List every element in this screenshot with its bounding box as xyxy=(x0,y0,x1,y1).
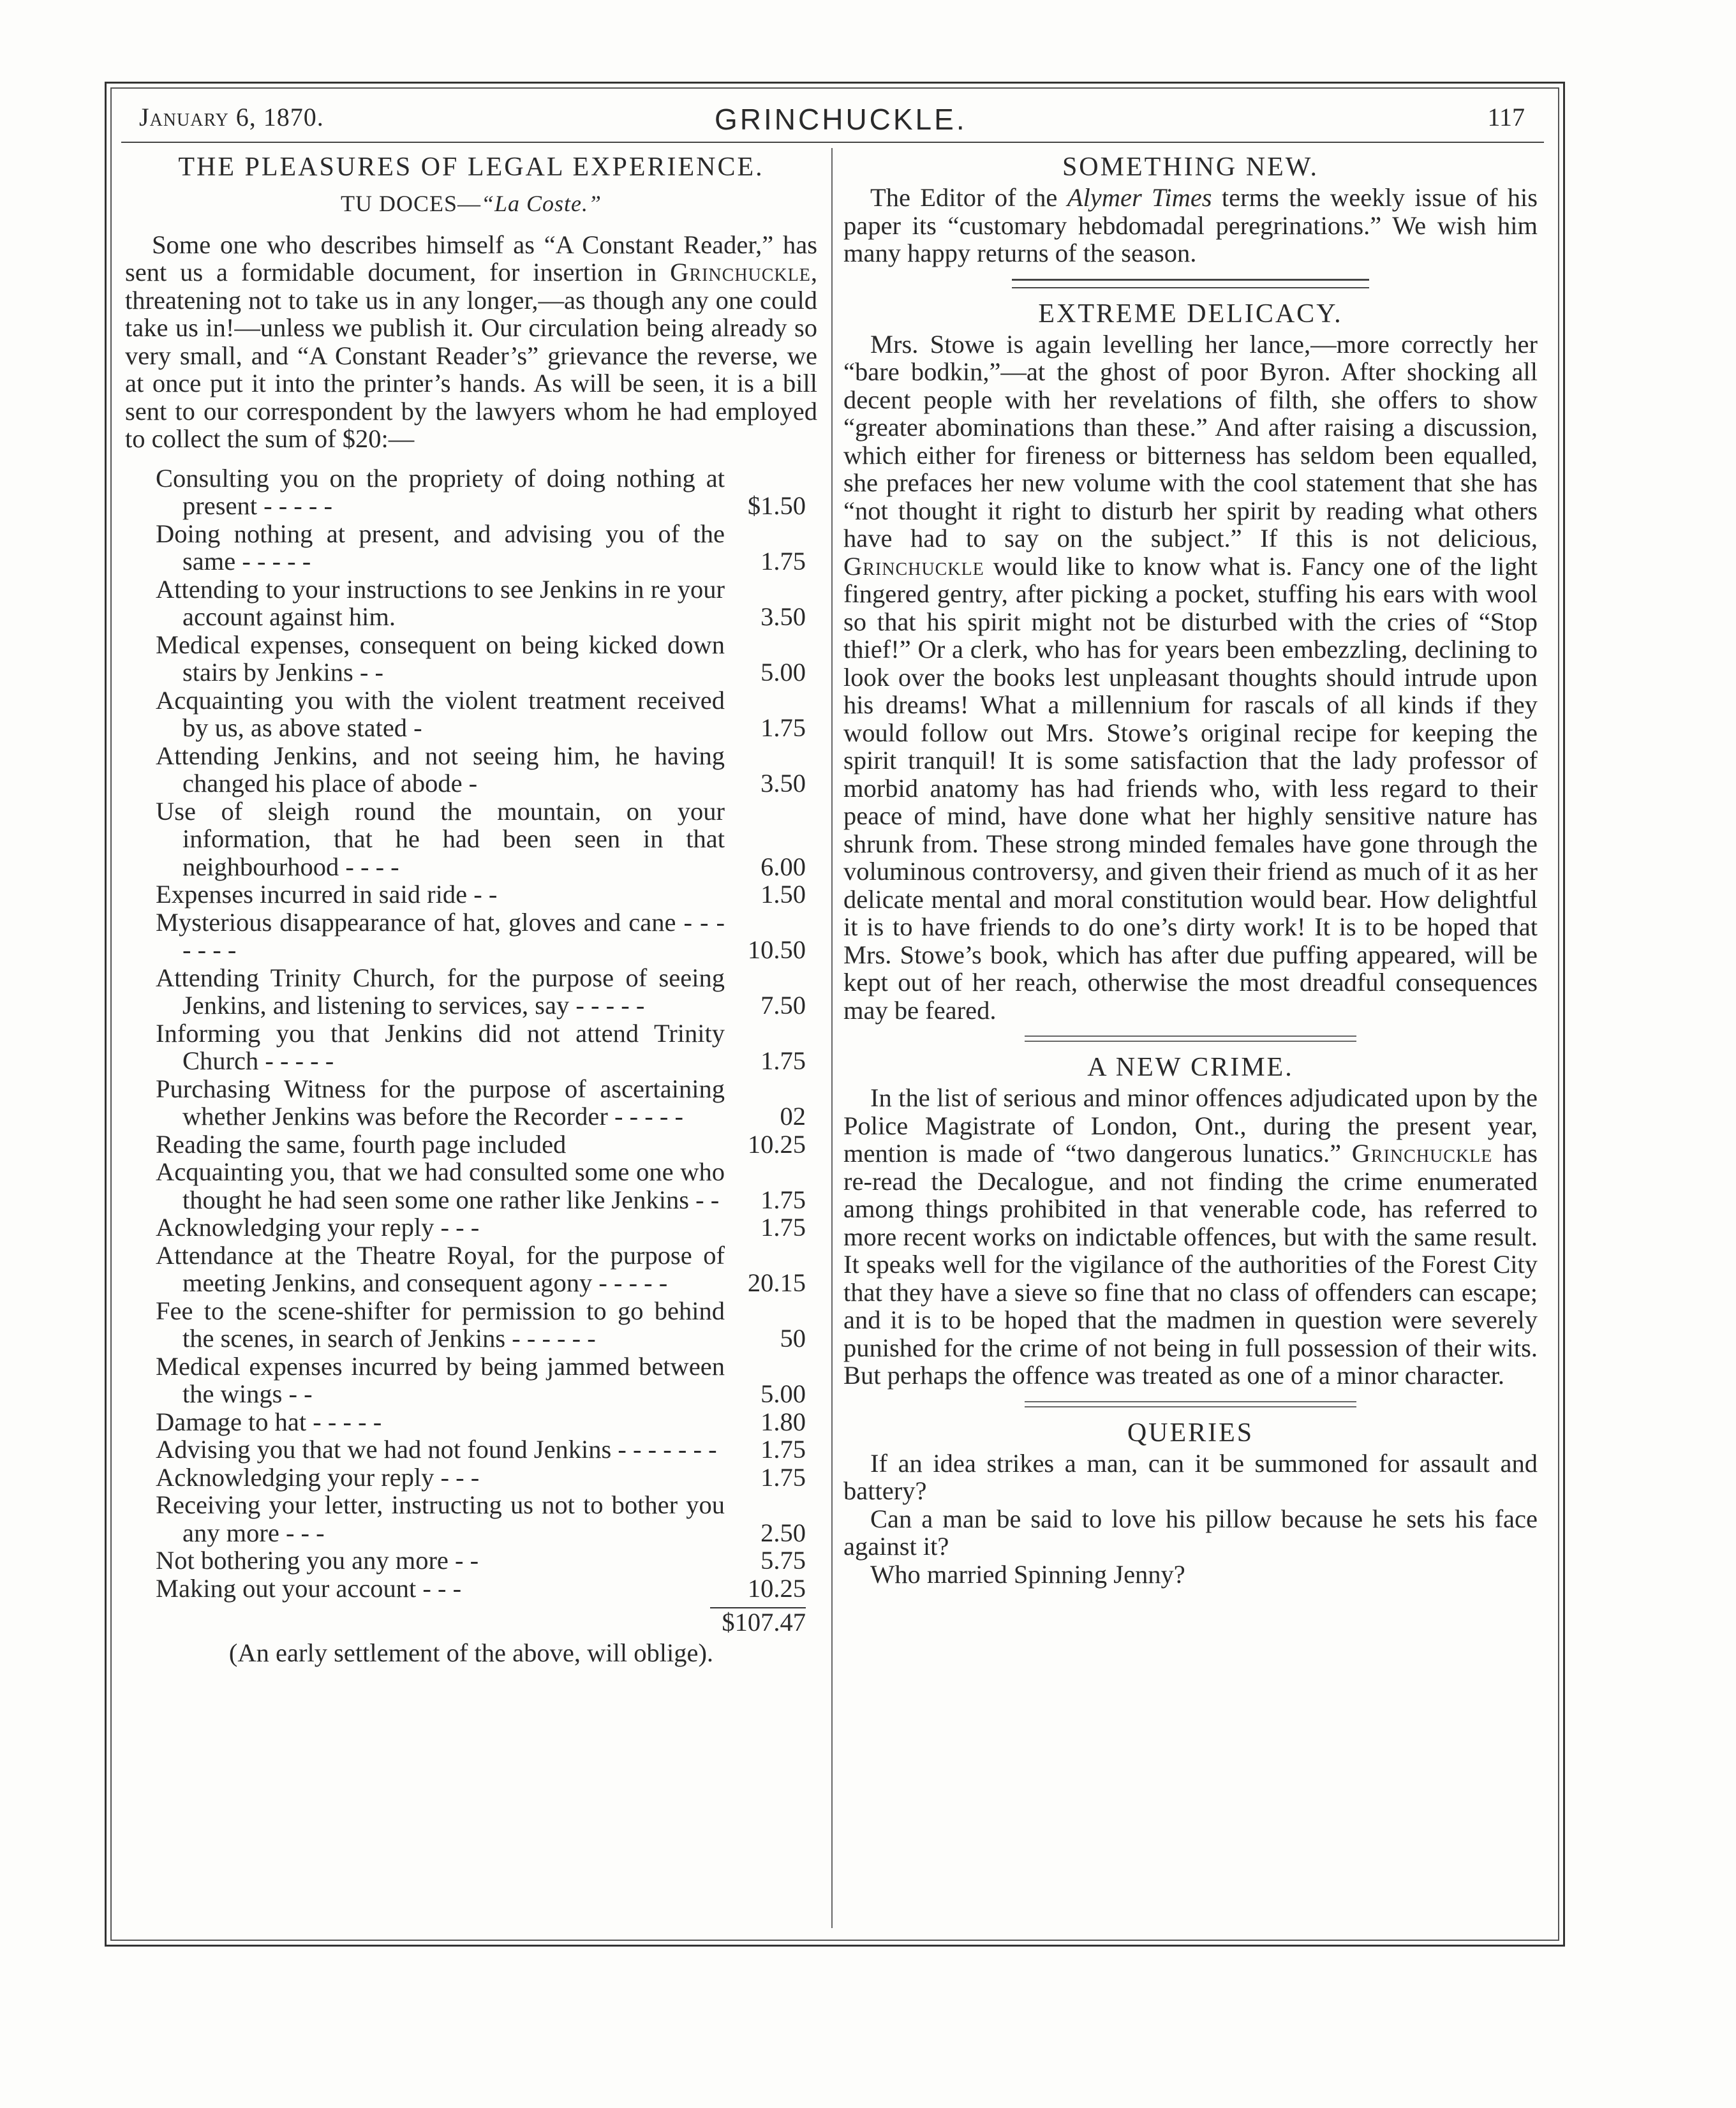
bill-item-description: Damage to hat - - - - - xyxy=(156,1407,382,1436)
bill-item-description: Advising you that we had not found Jenkins - - - - - - - xyxy=(156,1435,717,1464)
query-item: If an idea strikes a man, can it be summoned for assault and battery? xyxy=(843,1448,1538,1505)
bill-item xyxy=(125,798,817,881)
bill-item-description: Expenses incurred in said ride - - xyxy=(156,880,498,909)
section-queries xyxy=(843,1416,1538,1589)
bill-item xyxy=(125,575,817,631)
bill-item-description: Medical expenses, consequent on being kicked down stairs by Jenkins - - xyxy=(156,630,725,687)
bill-item-description: Doing nothing at present, and advising you of the same - - - - - xyxy=(156,519,725,575)
bill-item xyxy=(125,1297,817,1353)
right-column xyxy=(843,151,1538,1591)
closing-note: (An early settlement of the above, will oblige). xyxy=(228,1638,714,1667)
bill-item-description: Receiving your letter, instructing us not to bother you any more - - - xyxy=(156,1490,725,1547)
bill-item-description: Fee to the scene-shifter for permission to go behind the scenes, in search of Jenkins - - - - - - xyxy=(156,1296,725,1353)
bill-item-amount: $1.50 xyxy=(747,491,806,520)
paragraph-new-crime: In the list of serious and minor offences adjudicated upon by the Police Magistrate of London, Ont., during the present year, mention is made of “two dangerous lunatics.” Grinchuckle has re-read the Decalogue, and not finding the crime enumerated among things prohibited in that venerable code, has referred to more recent works on indictable offences, but with the same result. It speaks well for the vigilance of the authorities of the Forest City that they have a sieve so fine that no class of offenders can escape; and it is to be hoped that the madmen in question were severely punished for the crime of not being in full possession of their wits. But perhaps the offence was treated as one of a minor character. xyxy=(843,1083,1538,1390)
bill-item-description: Medical expenses incurred by being jammed between the wings - - xyxy=(156,1351,725,1408)
section-divider xyxy=(1025,1401,1356,1407)
bill-item-amount: 1.75 xyxy=(760,1046,806,1075)
bill-item-description: Acknowledging your reply - - - xyxy=(156,1213,480,1242)
bill-item xyxy=(125,909,817,964)
bill-item-amount: 7.50 xyxy=(760,991,806,1020)
bill-item-description: Making out your account - - - xyxy=(156,1573,462,1603)
article-title-legal-experience: THE PLEASURES OF LEGAL EXPERIENCE. xyxy=(178,152,764,182)
bill-item-amount: 1.50 xyxy=(760,880,806,909)
bill-item-description: Acquainting you, that we had consulted some one who thought he had seen some one rather like Jenkins - - xyxy=(156,1157,725,1214)
bill-item-amount: 1.75 xyxy=(760,1435,806,1464)
section-divider xyxy=(1012,279,1369,288)
bill-item-amount: 2.50 xyxy=(760,1518,806,1547)
query-item: Who married Spinning Jenny? xyxy=(870,1559,1185,1589)
bill-item-amount: 5.00 xyxy=(760,658,806,687)
article-title-queries: QUERIES xyxy=(1127,1418,1254,1448)
bill-item xyxy=(125,880,817,909)
paragraph-something-new: The Editor of the Alymer Times terms the weekly issue of his paper its “customary hebdomadal peregrinations.” We wish him many happy returns of the season. xyxy=(843,183,1538,267)
bill-item-amount: 10.25 xyxy=(747,1573,806,1603)
bill-item-amount: 02 xyxy=(780,1102,806,1131)
bill-item-amount: 3.50 xyxy=(760,602,806,631)
bill-item-amount: 3.50 xyxy=(760,769,806,798)
bill-item xyxy=(125,1408,817,1436)
bill-item-amount: 1.75 xyxy=(760,1213,806,1242)
bill-item-amount: 6.00 xyxy=(760,852,806,881)
bill-item-amount: 5.00 xyxy=(760,1379,806,1408)
bill-item xyxy=(125,1491,817,1547)
intro-paragraph: Some one who describes himself as “A Constant Reader,” has sent us a formidable document, for insertion in Grinchuckle, threatening not to take us in any longer,—as though any one could take us in!—unless we publish it. Our circulation being already so very small, and “A Constant Reader’s” grievance the reverse, we at once put it into the printer’s hands. As will be seen, it is a bill sent to our correspondent by the lawyers whom he had employed to collect the sum of $20:— xyxy=(125,230,817,453)
bill-item-amount: 20.15 xyxy=(747,1268,806,1297)
bill-item xyxy=(125,742,817,798)
article-title-extreme-delicacy: EXTREME DELICACY. xyxy=(1038,299,1343,329)
bill-item xyxy=(125,1464,817,1492)
bill-item-description: Attending Trinity Church, for the purpose of seeing Jenkins, and listening to services, say - - - - - xyxy=(156,963,725,1020)
bill-item xyxy=(125,1242,817,1297)
query-item: Can a man be said to love his pillow because he sets his face against it? xyxy=(843,1504,1538,1561)
bill-item-description: Attending to your instructions to see Jenkins in re your account against him. xyxy=(156,574,725,631)
bill-item xyxy=(125,1075,817,1131)
bill-item-amount: 1.75 xyxy=(760,713,806,742)
bill-item xyxy=(125,964,817,1020)
left-column xyxy=(125,151,817,1666)
bill-item xyxy=(125,1020,817,1075)
bill-item-description: Acquainting you with the violent treatment received by us, as above stated - xyxy=(156,685,725,742)
paragraph-extreme-delicacy: Mrs. Stowe is again levelling her lance,—more correctly her “bare bodkin,”—at the ghost of poor Byron. After shocking all decent people with her revelations of filth, she offers to show “greater abominations than these.” And after raising a discussion, which either for fireness or bitterness has seldom been equalled, she prefaces her new volume with the cool statement that she has “not thought it right to disturb her spirit by reading what others have had to say on the subject.” If this is not delicious, Grinchuckle would like to know what is. Fancy one of the light fingered gentry, after picking a pocket, stuffing his ears with wool so that his spirit might not be disturbed with the cries of “Stop thief!” Or a clerk, who has for years been embezzling, declining to look over the books lest unpleasant thoughts should intrude upon his dreams! What a millennium for rascals of all kinds if they would follow out Mrs. Stowe’s original recipe for keeping the spirit tranquil! It is some satisfaction that the lady professor of morbid anatomy has had friends who, with less regard to their peace of mind, have done what her highly sensitive nature has shrunk from. These strong minded females have gone through the voluminous controversy, and given their friend as much of it as her delicate mental and moral constitution would bear. How delightful it is to have friends to do one’s dirty work! It is to be hoped that Mrs. Stowe’s book, which has after due puffing appeared, will be kept out of her reach, otherwise the most dreadful consequences may be feared. xyxy=(843,329,1538,1025)
bill-item-description: Use of sleigh round the mountain, on your information, that he had been seen in that neighbourhood - - - - xyxy=(156,796,725,881)
bill-item xyxy=(125,631,817,687)
bill-item-amount: 10.25 xyxy=(747,1129,806,1159)
bill-item-amount: 1.75 xyxy=(760,1185,806,1214)
article-title-something-new: SOMETHING NEW. xyxy=(1062,152,1319,182)
bill-item-amount: 5.75 xyxy=(760,1546,806,1575)
bill-item-amount: 50 xyxy=(780,1324,806,1353)
bill-item xyxy=(125,1158,817,1214)
bill-item-amount: 1.80 xyxy=(760,1407,806,1436)
bill-item xyxy=(125,1214,817,1242)
bill-item xyxy=(125,1575,817,1603)
section-divider xyxy=(1025,1035,1356,1042)
bill-item xyxy=(125,464,817,520)
section-extreme-delicacy xyxy=(843,297,1538,1025)
bill-item xyxy=(125,1131,817,1159)
bill-item-description: Acknowledging your reply - - - xyxy=(156,1462,480,1492)
bill-item-description: Mysterious disappearance of hat, gloves and cane - - - - - - - xyxy=(156,907,725,964)
issue-date: January 6, 1870. xyxy=(139,103,324,131)
bill-item-description: Reading the same, fourth page included xyxy=(156,1129,567,1159)
bill-item-amount: 1.75 xyxy=(760,1462,806,1492)
bill-item-description: Not bothering you any more - - xyxy=(156,1546,479,1575)
bill-item-description: Purchasing Witness for the purpose of ascertaining whether Jenkins was before the Recorder - - - - - xyxy=(156,1074,725,1131)
page-number: 117 xyxy=(1487,103,1525,131)
bill-item xyxy=(125,1353,817,1408)
bill-item-description: Attendance at the Theatre Royal, for the purpose of meeting Jenkins, and consequent agony - - - - - xyxy=(156,1240,725,1297)
article-title-new-crime: A NEW CRIME. xyxy=(1087,1053,1294,1082)
bill-item xyxy=(125,1547,817,1575)
bill-item-description: Consulting you on the propriety of doing nothing at present - - - - - xyxy=(156,463,725,520)
bill-list xyxy=(125,464,817,1603)
column-rule xyxy=(831,148,833,1928)
bill-item-amount: 1.75 xyxy=(760,547,806,575)
bill-item-description: Informing you that Jenkins did not attend Trinity Church - - - - - xyxy=(156,1018,725,1075)
epigraph: TU DOCES—“La Coste.” xyxy=(340,191,602,216)
bill-item-amount: 10.50 xyxy=(747,935,806,964)
bill-item-description: Attending Jenkins, and not seeing him, he having changed his place of abode - xyxy=(156,741,725,798)
bill-item xyxy=(125,1436,817,1464)
section-something-new xyxy=(843,151,1538,267)
bill-item xyxy=(125,520,817,575)
bill-total: $107.47 xyxy=(722,1608,806,1637)
section-new-crime xyxy=(843,1051,1538,1390)
masthead-title: GRINCHUCKLE. xyxy=(715,103,967,136)
bill-item xyxy=(125,687,817,742)
running-head xyxy=(121,97,1544,143)
